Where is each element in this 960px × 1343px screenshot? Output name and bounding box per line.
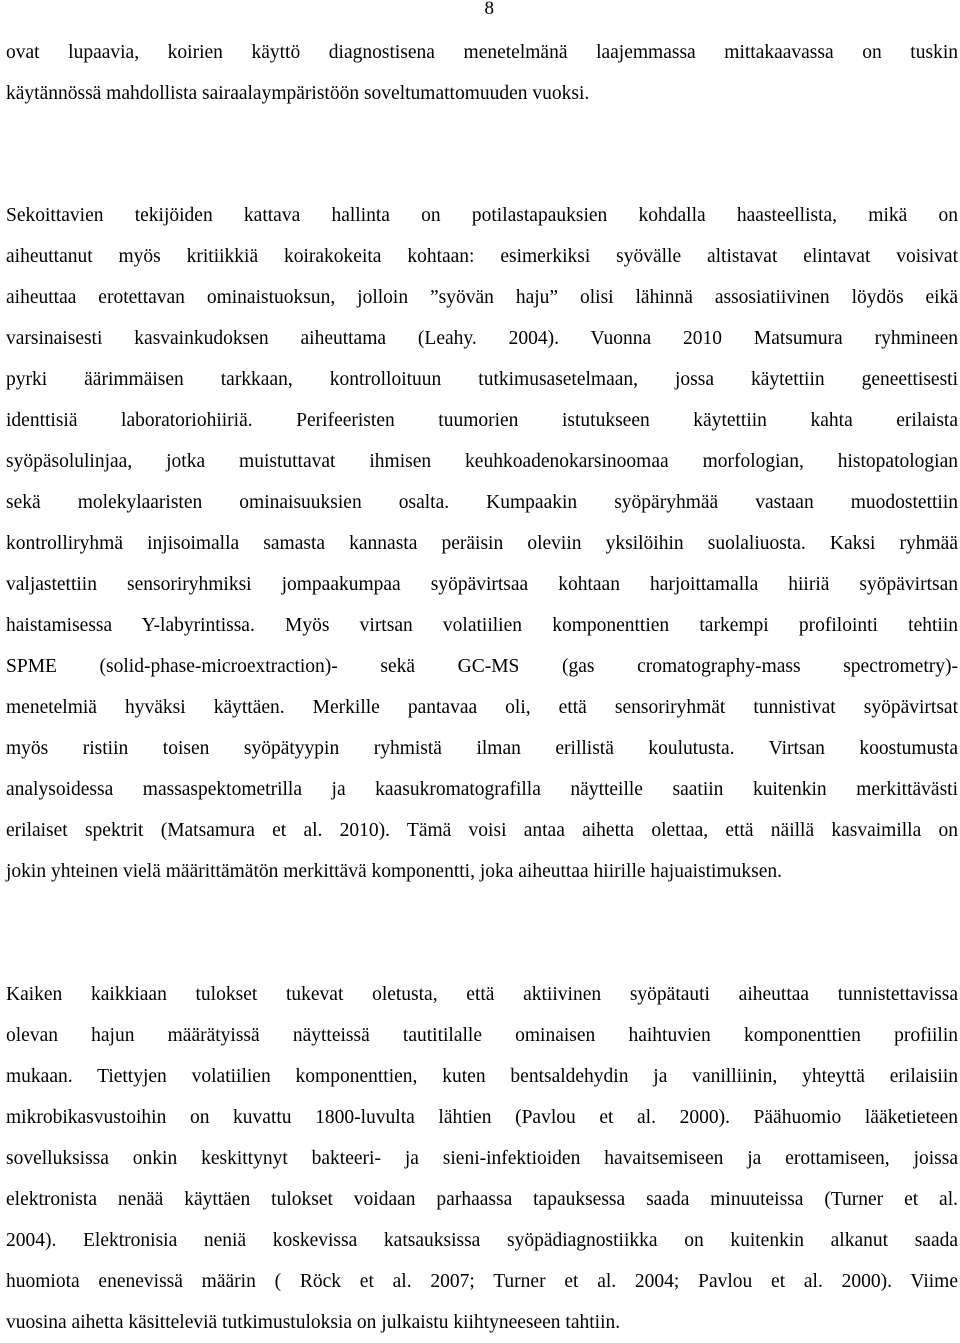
paragraph-2 xyxy=(6,195,958,892)
text-line: olevan hajun määrätyissä näytteissä tautitilalle ominaisen haihtuvien komponenttien profiilin xyxy=(6,1025,958,1046)
text-line: kontrolliryhmä injisoimalla samasta kannasta peräisin oleviin yksilöihin suolaliuosta. Kaksi ryhmää xyxy=(6,533,958,554)
text-line: pyrki äärimmäisen tarkkaan, kontrolloituun tutkimusasetelmaan, jossa käytettiin geneettisesti xyxy=(6,369,958,390)
text-line: vuosina aihetta käsitteleviä tutkimustuloksia on julkaistu kiihtyneeseen tahtiin. xyxy=(6,1312,621,1333)
text-line: valjastettiin sensoriryhmiksi jompaakumpaa syöpävirtsaa kohtaan harjoittamalla hiiriä syöpävirtsan xyxy=(6,574,958,595)
text-line: elektronista nenää käyttäen tulokset voidaan parhaassa tapauksessa saada minuuteissa (Turner et al. xyxy=(6,1189,958,1210)
text-line: haistamisessa Y-labyrintissa. Myös virtsan volatiilien komponenttien tarkempi profilointi tehtiin xyxy=(6,615,958,636)
text-line: 2004). Elektronisia neniä koskevissa katsauksissa syöpädiagnostiikka on kuitenkin alkanut saada xyxy=(6,1230,958,1251)
text-line: mikrobikasvustoihin on kuvattu 1800-luvulta lähtien (Pavlou et al. 2000). Päähuomio lääketieteen xyxy=(6,1107,958,1128)
text-line: Sekoittavien tekijöiden kattava hallinta on potilastapauksien kohdalla haasteellista, mikä on xyxy=(6,205,958,226)
text-line: myös ristiin toisen syöpätyypin ryhmistä ilman erillistä koulutusta. Virtsan koostumusta xyxy=(6,738,958,759)
text-line: varsinaisesti kasvainkudoksen aiheuttama (Leahy. 2004). Vuonna 2010 Matsumura ryhmineen xyxy=(6,328,958,349)
text-line: SPME (solid-phase-microextraction)- sekä GC-MS (gas cromatography-mass spectrometry)- xyxy=(6,656,958,677)
paragraph-1 xyxy=(6,32,958,114)
page-number: 8 xyxy=(484,0,494,19)
text-line: Kaiken kaikkiaan tulokset tukevat oletusta, että aktiivinen syöpätauti aiheuttaa tunnistettavissa xyxy=(6,984,958,1005)
text-line: menetelmiä hyväksi käyttäen. Merkille pantavaa oli, että sensoriryhmät tunnistivat syöpävirtsat xyxy=(6,697,958,718)
text-line: erilaiset spektrit (Matsamura et al. 2010). Tämä voisi antaa aihetta olettaa, että näillä kasvaimilla on xyxy=(6,820,958,841)
text-line: aiheuttanut myös kritiikkiä koirakokeita kohtaan: esimerkiksi syövälle altistavat elintavat voisivat xyxy=(6,246,958,267)
text-line: sovelluksissa onkin keskittynyt bakteeri- ja sieni-infektioiden havaitsemiseen ja erottamiseen, joissa xyxy=(6,1148,958,1169)
text-line: mukaan. Tiettyjen volatiilien komponenttien, kuten bentsaldehydin ja vanilliinin, yhteyttä erilaisiin xyxy=(6,1066,958,1087)
text-line: analysoidessa massaspektometrilla ja kaasukromatografilla näytteille saatiin kuitenkin merkittävästi xyxy=(6,779,958,800)
text-line: sekä molekylaaristen ominaisuuksien osalta. Kumpaakin syöpäryhmää vastaan muodostettiin xyxy=(6,492,958,513)
paragraph-3 xyxy=(6,974,958,1343)
text-line: ovat lupaavia, koirien käyttö diagnostisena menetelmänä laajemmassa mittakaavassa on tuskin xyxy=(6,42,958,63)
text-line: syöpäsolulinjaa, jotka muistuttavat ihmisen keuhkoadenokarsinoomaa morfologian, histopatologian xyxy=(6,451,958,472)
text-line: käytännössä mahdollista sairaalaympäristöön soveltumattomuuden vuoksi. xyxy=(6,83,590,104)
text-line: identtisiä laboratoriohiiriä. Perifeeristen tuumorien istutukseen käytettiin kahta erilaista xyxy=(6,410,958,431)
text-line: jokin yhteinen vielä määrittämätön merkittävä komponentti, joka aiheuttaa hiirille hajuaistimuksen. xyxy=(6,861,782,882)
text-line: aiheuttaa erotettavan ominaistuoksun, jolloin ”syövän haju” olisi lähinnä assosiatiivinen löydös eikä xyxy=(6,287,958,308)
text-line: huomiota enenevissä määrin ( Röck et al. 2007; Turner et al. 2004; Pavlou et al. 2000). Viime xyxy=(6,1271,958,1292)
